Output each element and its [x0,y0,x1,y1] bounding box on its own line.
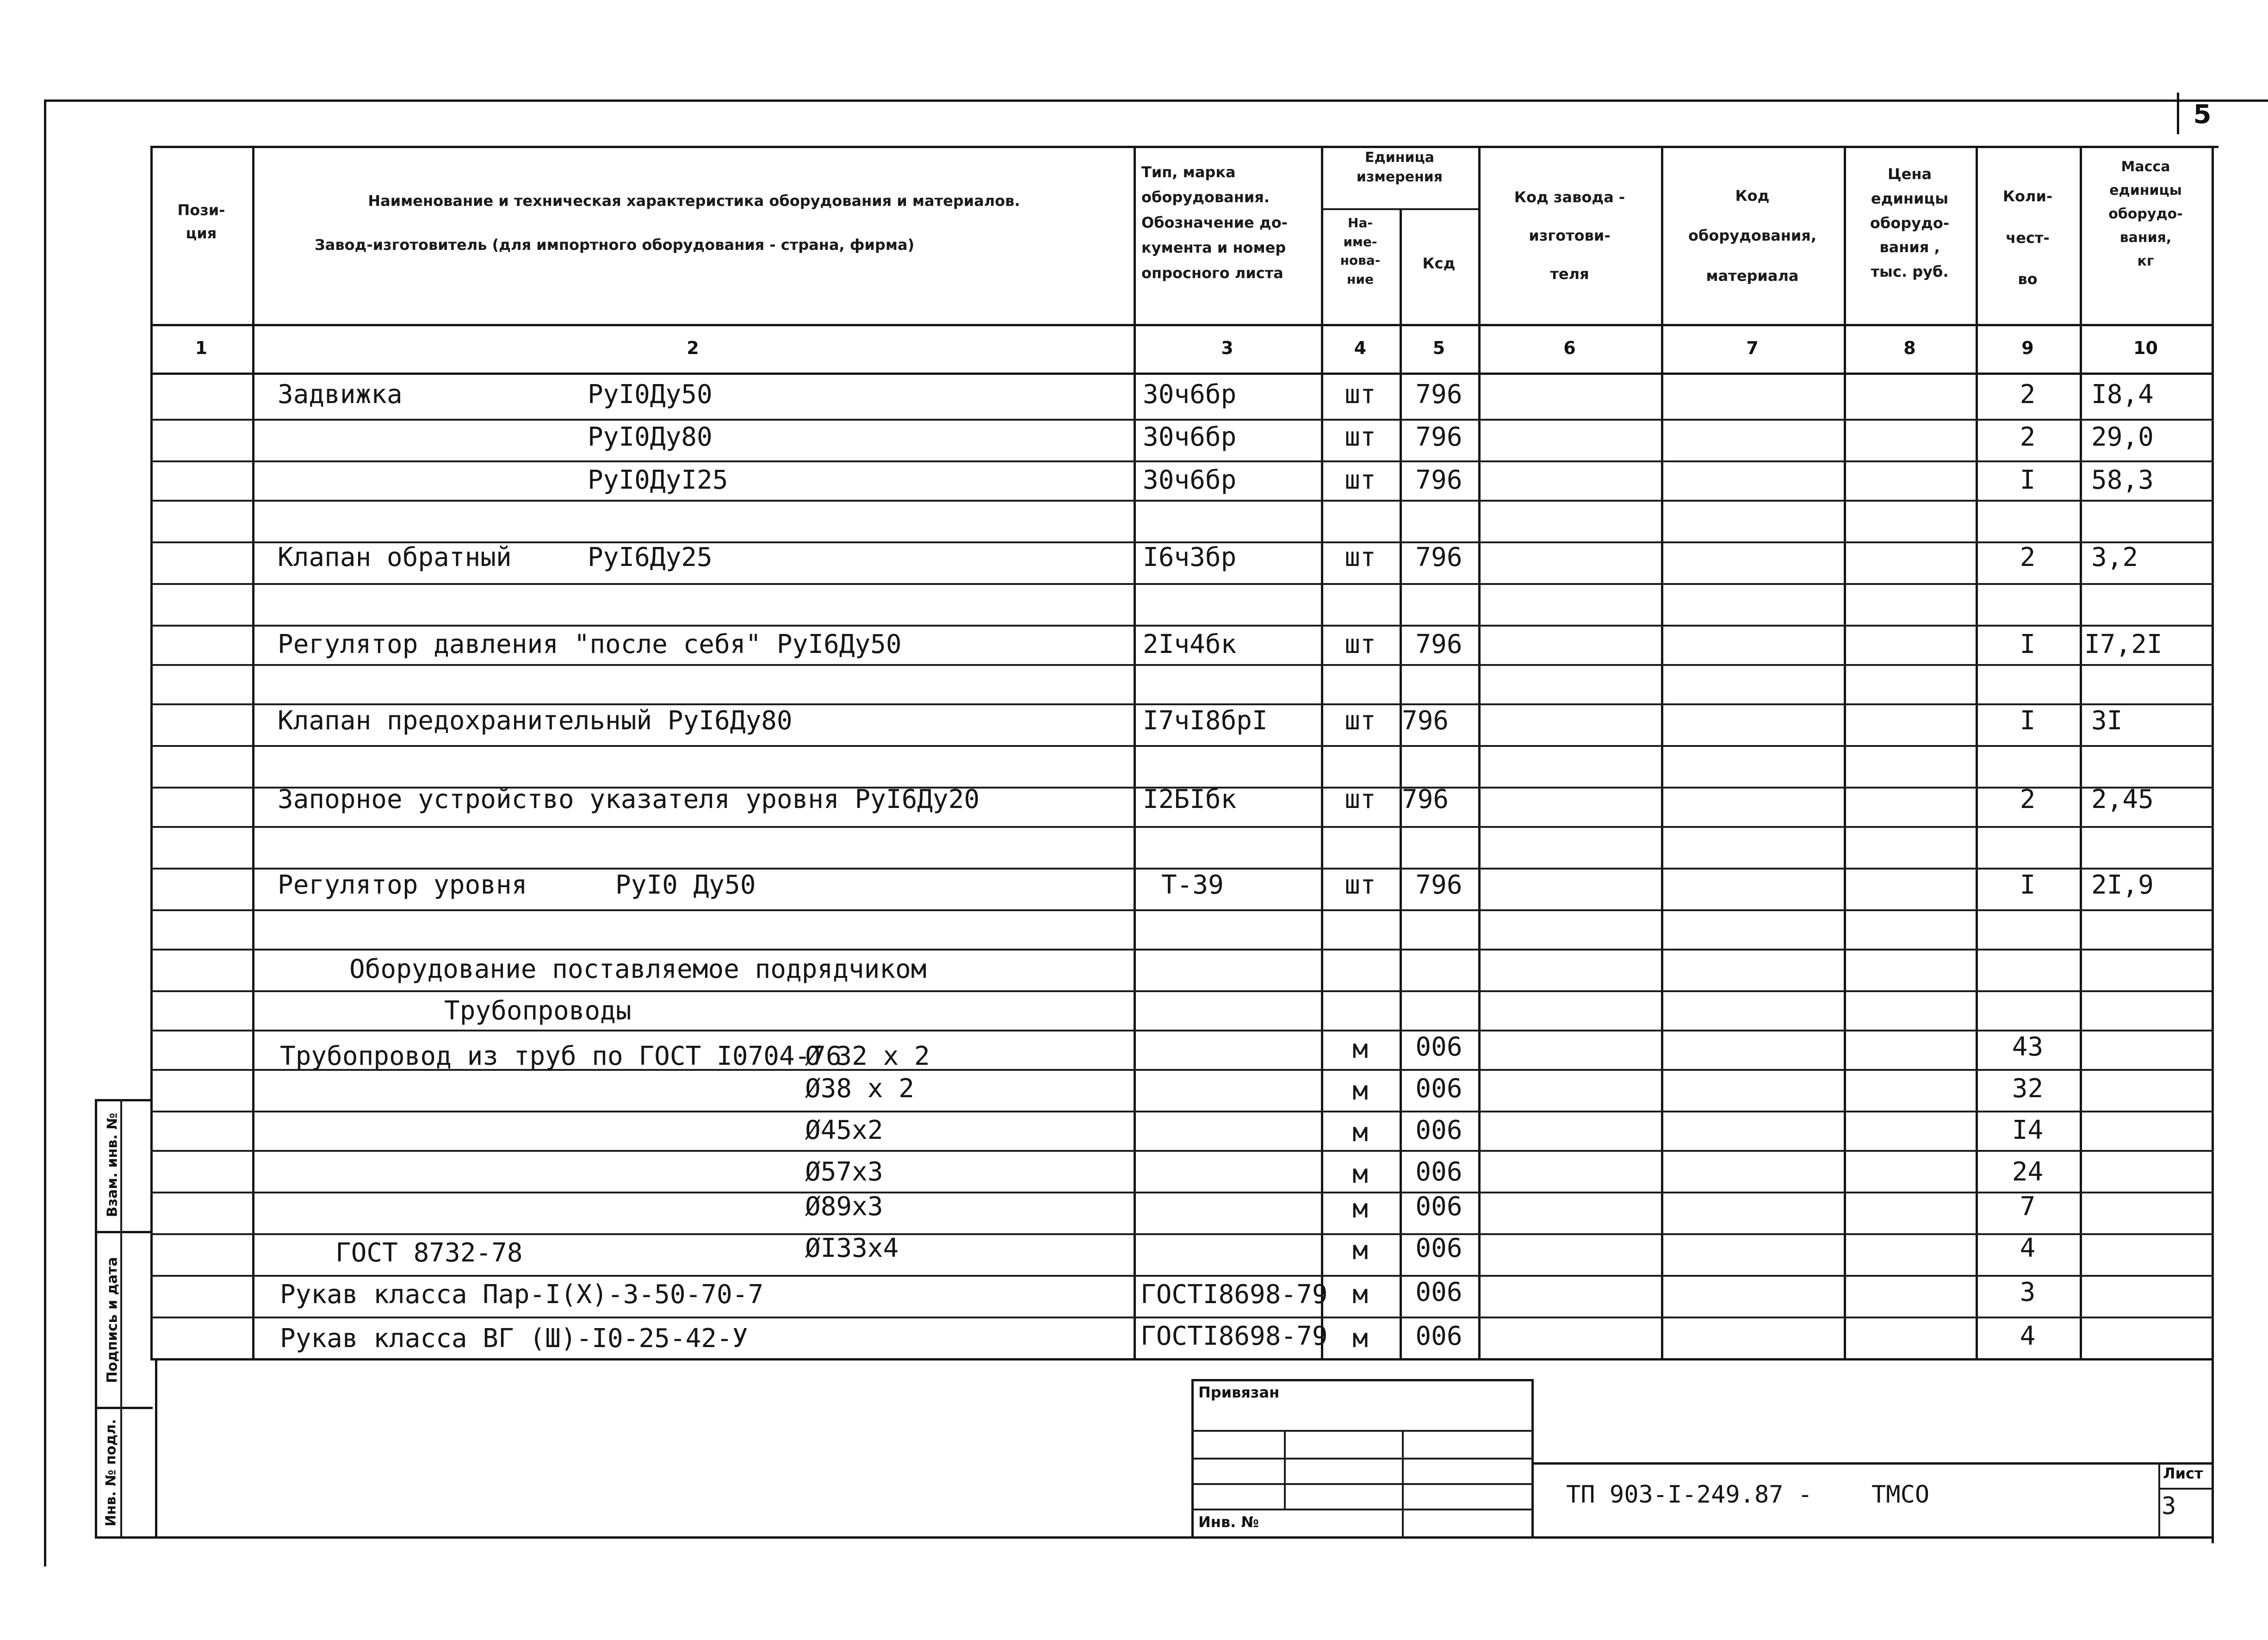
table-row-type: 30ч6бр [1143,465,1237,495]
table-row-mass: 3I [2091,706,2123,736]
table-row-unit: м [1352,1076,1368,1106]
header-col-unit-group: Единица измерения [1356,149,1443,185]
column-number: 10 [2133,338,2158,358]
table-row-unit: шт [1345,379,1376,410]
column-number: 9 [2021,338,2034,358]
table-row-unit: м [1352,1323,1368,1354]
table-row-qty: I [2020,465,2036,495]
table-row-qty: 3 [2020,1277,2036,1307]
table-row-code: 796 [1402,706,1449,736]
table-row-type: 30ч6бр [1143,422,1237,452]
table-row-unit: шт [1345,870,1376,900]
doc-suffix: ТМСО [1871,1481,1930,1509]
table-row-qty: 2 [2020,422,2036,452]
table-row-spec: РуI0ДуI25 [588,465,728,495]
table-row-name: Задвижка [278,379,403,410]
table-row-code: 796 [1415,422,1462,452]
table-row-spec: РуI0Ду50 [588,379,713,410]
sheet-label: Лист [2163,1465,2203,1482]
table-row-type: ГОСТI8698-79 [1140,1280,1328,1310]
sheet-number: 3 [2162,1492,2176,1520]
table-row-mass: 29,0 [2091,422,2154,452]
table-row-unit: м [1352,1118,1368,1148]
table-row-type: I7чI8брI [1143,706,1268,736]
table-row-spec: Ø57x3 [805,1157,883,1187]
table-row-spec: Ø 32 x 2 [805,1041,930,1071]
table-row-spec: Ø45x2 [805,1115,883,1145]
side-label-inv: Инв. № подл. [103,1419,119,1527]
table-row-qty: I [2020,706,2036,736]
table-row-code: 006 [1415,1277,1462,1307]
table-row-unit: м [1352,1194,1368,1224]
column-number: 1 [195,338,208,358]
table-row-type: Т-39 [1161,870,1224,900]
table-row-code: 006 [1415,1157,1462,1187]
header-col-name-line1: Наименование и техническая характеристика оборудования и материалов. [368,192,1020,210]
header-col-unit-code: Ксд [1422,255,1456,272]
table-row-code: 796 [1402,784,1449,814]
table-row-mass: I8,4 [2091,379,2154,410]
table-row-code: 006 [1415,1192,1462,1222]
column-number: 8 [1903,338,1916,358]
table-row-code: 796 [1415,542,1462,572]
table-row-spec: ØI33x4 [805,1233,899,1263]
table-row-spec: РуI6Ду25 [588,542,713,572]
column-number: 7 [1746,338,1759,358]
table-row-qty: 4 [2020,1321,2036,1351]
table-row-unit: м [1352,1236,1368,1266]
table-row-code: 006 [1415,1233,1462,1263]
doc-code: ТП 903-I-249.87 - [1566,1481,1813,1509]
table-row-name: Трубопровод из труб по ГОСТ I0704-76 [280,1041,842,1071]
table-row-unit: м [1352,1280,1368,1310]
table-row-name: Регулятор давления "после себя" РуI6Ду50 [278,629,902,659]
table-row-name: Рукав класса Пар-I(Х)-3-50-70-7 [280,1280,764,1310]
table-row-mass: 2,45 [2091,784,2154,814]
table-row-name: Клапан обратный [278,542,512,572]
table-row-unit: м [1352,1034,1368,1064]
header-col-mass: Масса единицы оборудо- вания, кг [2108,159,2183,269]
section-heading: Оборудование поставляемое подрядчиком [349,954,927,984]
table-row-spec: Ø89x3 [805,1192,883,1222]
table-row-qty: I4 [2012,1115,2044,1145]
table-row-code: 006 [1415,1115,1462,1145]
table-row-name: Клапан предохранительный РуI6Ду80 [278,706,793,736]
table-row-qty: I [2020,870,2036,900]
header-col-position: Пози- ция [177,201,225,242]
table-row-qty: 43 [2012,1032,2044,1062]
page-number: 5 [2193,99,2212,130]
table-row-name: Регулятор уровня [278,870,527,900]
table-row-unit: шт [1345,784,1376,814]
column-number: 3 [1221,338,1233,358]
header-col-quantity: Коли- чест- во [2002,187,2053,288]
table-row-type: 30ч6бр [1143,379,1237,410]
table-row-unit: шт [1345,422,1376,452]
section-subheading: Трубопроводы [444,996,632,1026]
side-label-vzam: Взам. инв. № [104,1112,121,1218]
table-row-qty: 2 [2020,784,2036,814]
table-row-spec: РуI0Ду80 [588,422,713,452]
side-label-podpis: Подпись и дата [104,1257,121,1383]
header-col-unit-name: На- име- нова- ние [1340,215,1381,287]
column-number: 4 [1354,338,1367,358]
stamp-inv-no: Инв. № [1198,1513,1259,1531]
column-number: 6 [1563,338,1576,358]
table-row-unit: шт [1345,706,1376,736]
table-row-unit: м [1352,1159,1368,1189]
table-row-mass: 2I,9 [2091,870,2154,900]
table-row-qty: 7 [2020,1192,2036,1222]
header-col-equipment-code: Код оборудования, материала [1688,187,1816,285]
table-row-code: 796 [1415,379,1462,410]
table-row-unit: шт [1345,629,1376,659]
table-row-mass: I7,2I [2084,629,2163,659]
column-number: 5 [1432,338,1445,358]
table-row-type: ГОСТI8698-79 [1140,1321,1328,1351]
header-col-type: Тип, марка оборудования. Обозначение до- кумента и номер опросного листа [1141,163,1288,282]
table-row-name: Запорное устройство указателя уровня РуI6Ду20 [278,784,980,814]
table-row-code: 006 [1415,1032,1462,1062]
header-col-factory-code: Код завода - изготови- теля [1514,188,1625,283]
table-row-mass: 58,3 [2091,465,2154,495]
table-row-code: 796 [1415,629,1462,659]
table-row-qty: 24 [2012,1157,2044,1187]
table-row-code: 006 [1415,1321,1462,1351]
table-row-qty: 2 [2020,542,2036,572]
table-row-spec: Ø38 x 2 [805,1074,915,1104]
table-row-type: I2БIбк [1143,784,1237,814]
table-row-code: 796 [1415,870,1462,900]
table-row-qty: 32 [2012,1074,2044,1104]
header-col-price: Цена единицы оборудо- вания , тыс. руб. [1870,165,1950,281]
table-row-mass: 3,2 [2091,542,2138,572]
table-row-qty: 2 [2020,379,2036,410]
table-row-name: ГОСТ 8732-78 [335,1238,523,1268]
table-row-spec: РуI0 Ду50 [615,870,756,900]
table-row-code: 796 [1415,465,1462,495]
table-row-qty: I [2020,629,2036,659]
table-row-type: I6ч3бр [1143,542,1237,572]
header-col-name-line2: Завод-изготовитель (для импортного оборудования - страна, фирма) [315,236,915,254]
table-row-unit: шт [1345,542,1376,572]
stamp-privyazan: Привязан [1198,1384,1280,1401]
table-row-unit: шт [1345,465,1376,495]
table-row-code: 006 [1415,1074,1462,1104]
table-row-type: 2Iч4бк [1143,629,1237,659]
table-row-name: Рукав класса ВГ (Ш)-I0-25-42-У [280,1323,748,1354]
column-number: 2 [687,338,699,358]
table-row-qty: 4 [2020,1233,2036,1263]
